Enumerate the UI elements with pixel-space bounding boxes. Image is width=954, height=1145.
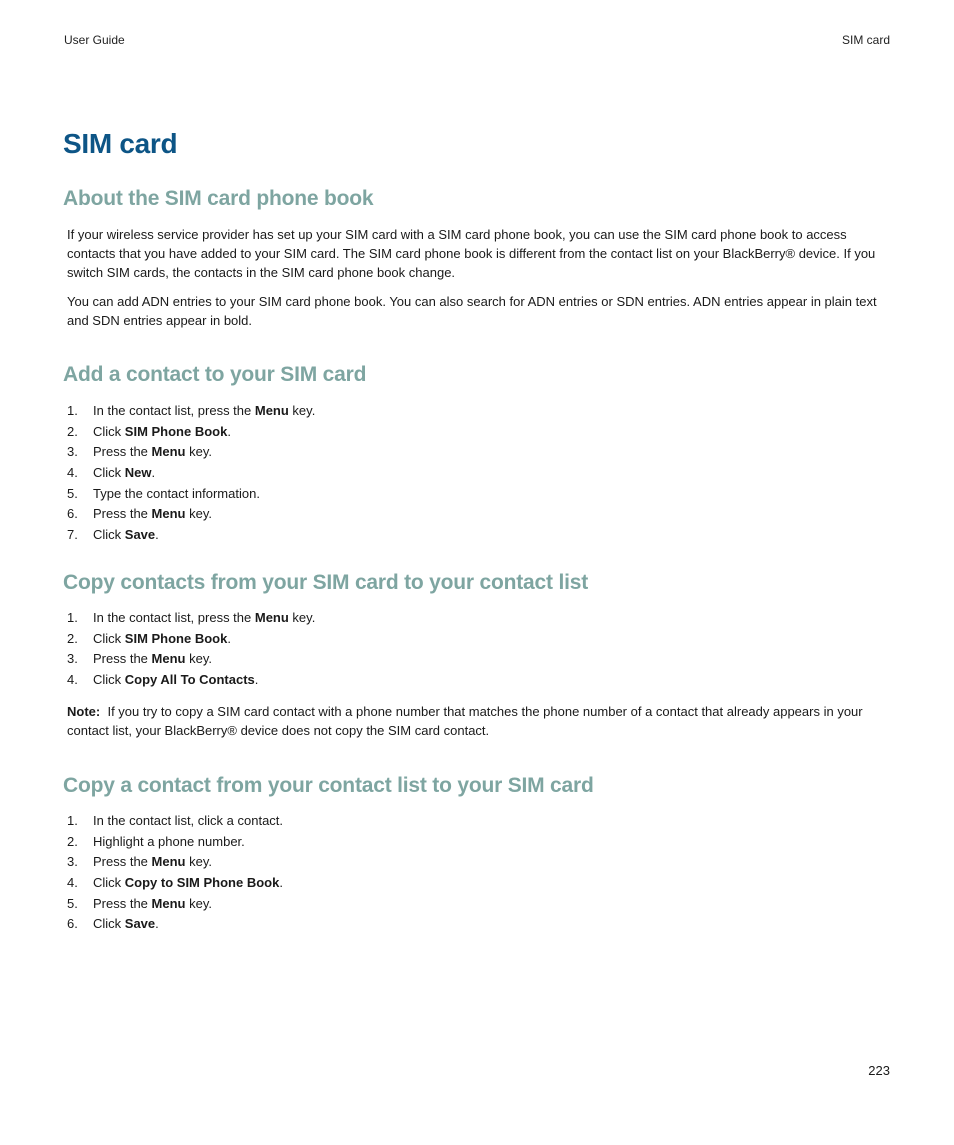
step-number: 6. (67, 506, 78, 522)
step-text-pre: Highlight a phone number. (93, 833, 245, 849)
step-number: 2. (67, 630, 78, 646)
step-text-pre: Press the (93, 651, 152, 667)
step-text-post: key. (288, 403, 316, 418)
step-text (93, 484, 260, 505)
step-text-post: key. (288, 610, 316, 625)
step-number: 3. (67, 651, 78, 667)
step-text (93, 422, 231, 443)
note (67, 702, 893, 740)
step-text-post: key. (185, 444, 212, 460)
step-number: 4. (67, 465, 78, 481)
step-text (93, 608, 315, 629)
step-text-pre: Click (93, 672, 125, 688)
step-text-post: . (227, 423, 231, 439)
page-number: 223 (868, 1063, 890, 1078)
step-text-post: . (227, 630, 231, 646)
step-text-pre: Press the (93, 895, 152, 911)
step-text-pre: Click (93, 423, 125, 439)
step-text (93, 649, 212, 670)
step-text-bold: Save (124, 527, 156, 543)
step-text-bold: Menu (151, 444, 186, 460)
step-text-post: key. (185, 854, 212, 870)
step-text-pre: Press the (93, 444, 152, 460)
section-heading: Copy a contact from your contact list to your SIM card (63, 774, 594, 797)
page-title: SIM card (63, 128, 178, 159)
section-heading: Copy contacts from your SIM card to your contact list (63, 571, 588, 594)
running-header-left: User Guide (64, 33, 125, 47)
step-text-pre: Type the contact information. (93, 485, 260, 501)
step-text-post: . (155, 527, 159, 543)
step-text-post: . (151, 465, 156, 481)
section-heading: About the SIM card phone book (63, 187, 374, 210)
step-text-bold: Menu (254, 403, 289, 418)
note-text: If you try to copy a SIM card contact with a phone number that matches the phone number of a contact that already appears in your contact list, your BlackBerry® device does not copy the SIM card contact. (67, 704, 863, 738)
step-text-pre: Press the (93, 506, 152, 522)
step-text-bold: Copy to SIM Phone Book (124, 875, 280, 891)
step-text (93, 442, 212, 463)
step-number: 1. (67, 403, 78, 418)
step-text-bold: Menu (151, 895, 186, 911)
step-text-pre: In the contact list, press the (93, 610, 255, 625)
step-text-bold: Menu (151, 854, 186, 870)
step-number: 5. (67, 485, 78, 501)
step-text-post: key. (185, 895, 212, 911)
step-text-bold: Copy All To Contacts (124, 672, 255, 688)
paragraph: If your wireless service provider has set up your SIM card with a SIM card phone book, you can use the SIM card phone book to access contacts that you have added to your SIM card. The SIM card phone book is different from the contact list on your BlackBerry® device. If you switch SIM cards, the contacts in the SIM card phone book change. (67, 227, 876, 280)
step-text (93, 401, 315, 422)
note-label: Note: (67, 704, 101, 719)
step-text (93, 504, 212, 525)
step-number: 4. (67, 672, 78, 688)
step-text (93, 525, 159, 546)
step-text (93, 852, 212, 873)
step-text (93, 670, 258, 691)
step-text-pre: In the contact list, click a contact. (93, 813, 284, 828)
step-text-post: . (254, 672, 259, 688)
step-number: 1. (67, 813, 78, 828)
step-text-pre: Click (93, 916, 125, 932)
step-text-pre: Click (93, 465, 125, 481)
step-text-pre: Click (93, 875, 125, 891)
step-text (93, 463, 155, 484)
step-text (93, 873, 283, 894)
step-number: 2. (67, 833, 78, 849)
step-text-bold: New (124, 465, 152, 481)
step-text-bold: SIM Phone Book (124, 423, 228, 439)
step-text-bold: Menu (151, 651, 186, 667)
step-text (93, 894, 212, 915)
step-number: 7. (67, 527, 78, 543)
step-text-bold: Menu (254, 610, 289, 625)
step-text (93, 629, 231, 650)
step-text-bold: Save (124, 916, 156, 932)
step-number: 4. (67, 875, 78, 891)
step-text-pre: In the contact list, press the (93, 403, 255, 418)
running-header-right: SIM card (841, 33, 890, 47)
section-heading: Add a contact to your SIM card (63, 363, 367, 386)
step-text (93, 811, 283, 832)
step-number: 5. (67, 895, 78, 911)
step-text-bold: Menu (151, 506, 186, 522)
step-text-post: key. (185, 651, 212, 667)
step-text-pre: Click (93, 527, 125, 543)
step-number: 1. (67, 610, 78, 625)
step-text-post: key. (185, 506, 212, 522)
step-number: 3. (67, 854, 78, 870)
step-text-post: . (155, 916, 159, 932)
step-number: 3. (67, 444, 78, 460)
step-text-post: . (279, 875, 283, 891)
step-number: 6. (67, 916, 78, 932)
step-text (93, 832, 245, 853)
step-number: 2. (67, 423, 78, 439)
step-text-bold: SIM Phone Book (124, 630, 228, 646)
step-text (93, 914, 159, 935)
step-text-pre: Click (93, 630, 125, 646)
step-text-pre: Press the (93, 854, 152, 870)
paragraph: You can add ADN entries to your SIM card phone book. You can also search for ADN entries or SDN entries. ADN entries appear in plain text and SDN entries appear in bold. (67, 294, 877, 328)
